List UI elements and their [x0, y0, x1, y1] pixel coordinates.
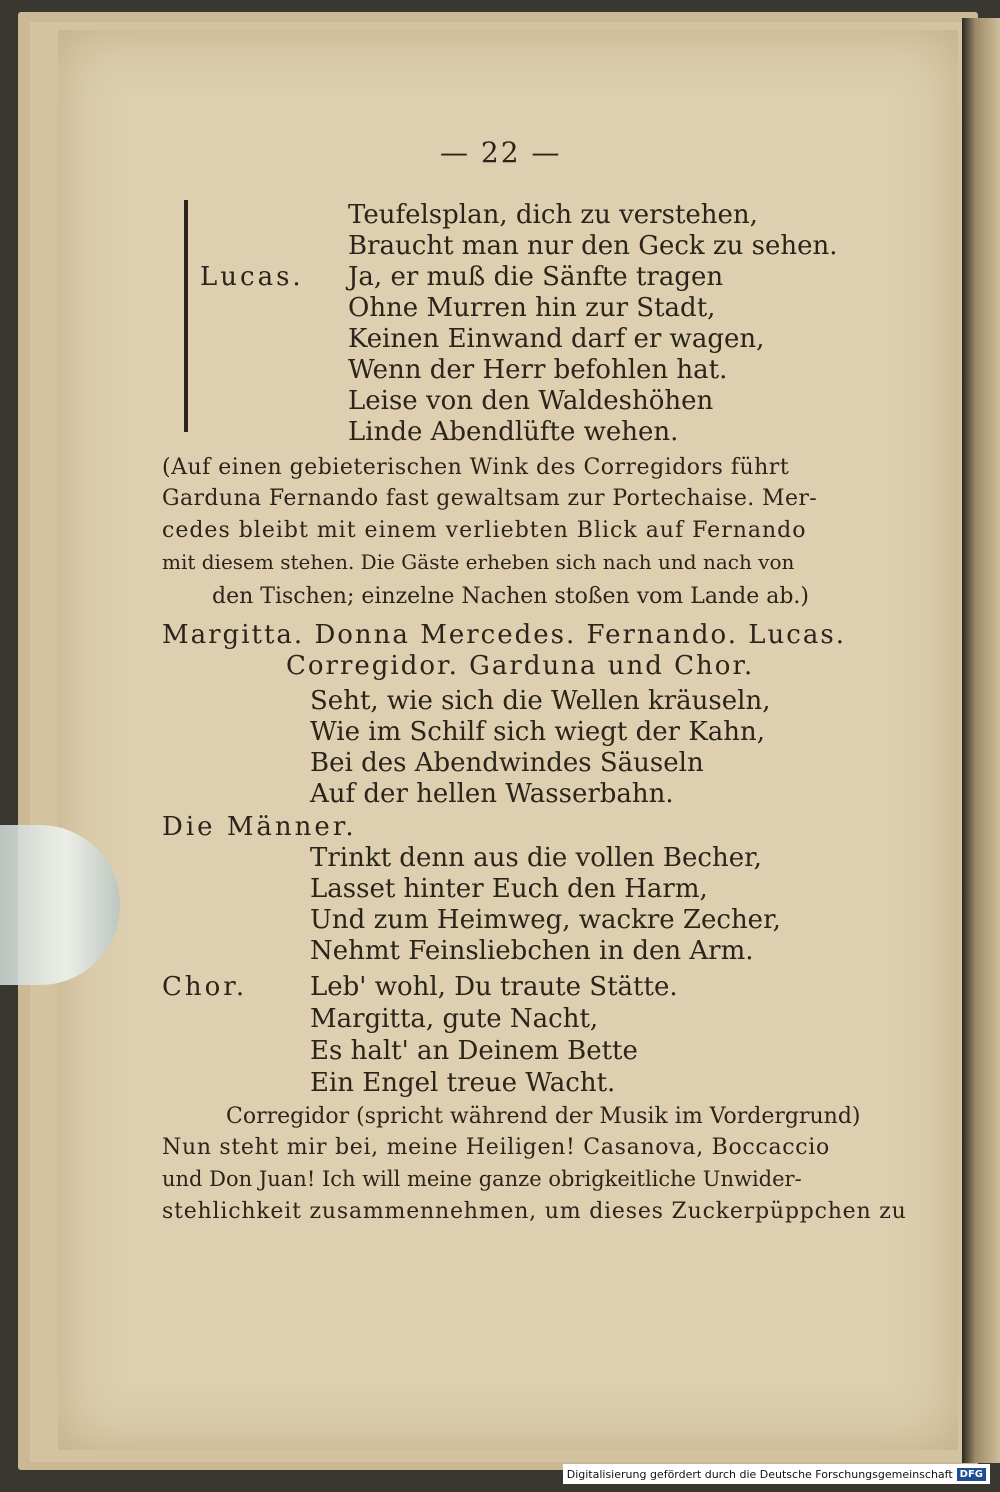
speaker-maenner: Die Männer. — [162, 812, 357, 842]
verse-line: Ohne Murren hin zur Stadt, — [348, 293, 716, 323]
dfg-logo: DFG — [957, 1468, 986, 1481]
verse-line: Seht, wie sich die Wellen kräuseln, — [310, 686, 771, 716]
verse-line: Lasset hinter Euch den Harm, — [310, 874, 708, 904]
stage-direction-line: cedes bleibt mit einem verliebten Blick auf Fernando — [162, 518, 807, 543]
verse-line: Und zum Heimweg, wackre Zecher, — [310, 905, 781, 935]
verse-line: Ein Engel treue Wacht. — [310, 1068, 616, 1098]
prose-line: Nun steht mir bei, meine Heiligen! Casanova, Boccaccio — [162, 1135, 830, 1160]
cast-line: Corregidor. Garduna und Chor. — [286, 651, 755, 681]
speaker-lucas: Lucas. — [200, 262, 304, 292]
stage-direction-line: (Auf einen gebieterischen Wink des Corregidors führt — [162, 455, 790, 480]
verse-line: Keinen Einwand darf er wagen, — [348, 324, 765, 354]
prose-line: und Don Juan! Ich will meine ganze obrigkeitliche Unwider- — [162, 1167, 802, 1191]
verse-line: Braucht man nur den Geck zu sehen. — [348, 231, 838, 261]
speaker-chor: Chor. — [162, 972, 248, 1002]
verse-line: Ja, er muß die Sänfte tragen — [348, 262, 724, 292]
stage-direction-line: mit diesem stehen. Die Gäste erheben sich nach und nach von — [162, 550, 795, 574]
verse-line: Auf der hellen Wasserbahn. — [310, 779, 674, 809]
verse-line: Trinkt denn aus die vollen Becher, — [310, 843, 762, 873]
verse-line: Linde Abendlüfte wehen. — [348, 417, 679, 447]
prose-line: stehlichkeit zusammennehmen, um dieses Zuckerpüppchen zu — [162, 1199, 907, 1224]
footer-text: Digitalisierung gefördert durch die Deutsche Forschungsgemeinschaft — [566, 1467, 953, 1481]
funding-footer — [563, 1464, 990, 1484]
cast-line: Margitta. Donna Mercedes. Fernando. Lucas. — [162, 620, 846, 650]
verse-line: Wenn der Herr befohlen hat. — [348, 355, 728, 385]
verse-line: Teufelsplan, dich zu verstehen, — [348, 200, 758, 230]
verse-line: Leb' wohl, Du traute Stätte. — [310, 972, 678, 1002]
speaker-bracket — [184, 200, 188, 432]
verse-line: Es halt' an Deinem Bette — [310, 1036, 638, 1066]
verse-line: Nehmt Feinsliebchen in den Arm. — [310, 936, 754, 966]
verse-line: Margitta, gute Nacht, — [310, 1004, 599, 1034]
prose-line: Corregidor (spricht während der Musik im Vordergrund) — [226, 1104, 861, 1129]
verse-line: Bei des Abendwindes Säuseln — [310, 748, 704, 778]
stage-direction-line: den Tischen; einzelne Nachen stoßen vom Lande ab.) — [212, 584, 809, 609]
stage-direction-line: Garduna Fernando fast gewaltsam zur Portechaise. Mer- — [162, 486, 818, 511]
verse-line: Leise von den Waldeshöhen — [348, 386, 714, 416]
verse-line: Wie im Schilf sich wiegt der Kahn, — [310, 717, 766, 747]
page-number: — 22 — — [440, 136, 562, 169]
